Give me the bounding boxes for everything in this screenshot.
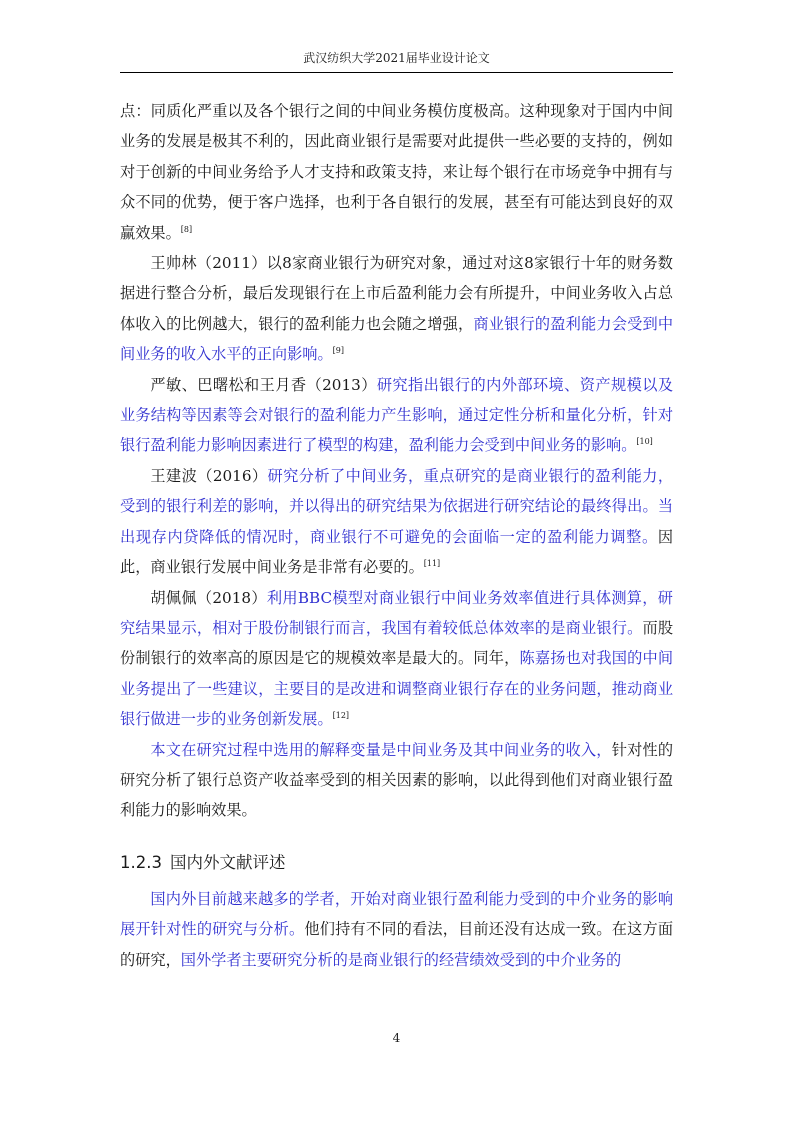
paragraph bbox=[120, 884, 673, 975]
highlighted-text: 国内外目前越来越多的学者，开始对商业银行盈利能力受到的中介业务的影响展开针对性的研究与分析。 bbox=[120, 889, 673, 939]
paper-body bbox=[120, 96, 673, 975]
section-number: 1.2.3 bbox=[120, 852, 162, 872]
section-heading bbox=[120, 848, 673, 878]
paragraph bbox=[120, 96, 673, 248]
paragraph bbox=[120, 370, 673, 461]
text-segment: 点：同质化严重以及各个银行之间的中间业务模仿度极高。这种现象对于国内中间业务的发展是极其不利的，因此商业银行是需要对此提供一些必要的支持的，例如对于创新的中间业务给予人才支持和政策支持，来让每个银行在市场竞争中拥有与众不同的优势，便于客户选择，也利于各自银行的发展，甚至有可能达到良好的双赢效果。 bbox=[120, 102, 673, 242]
paragraph bbox=[120, 583, 673, 735]
text-segment: 而股份制银行的效率高的原因是它的规模效率是最大的。同年， bbox=[120, 618, 674, 668]
citation-ref: [12] bbox=[332, 711, 350, 721]
header-rule bbox=[120, 72, 673, 73]
citation-ref: [8] bbox=[180, 224, 193, 234]
citation-ref: [9] bbox=[332, 346, 344, 356]
text-segment: 胡佩佩（2018） bbox=[150, 588, 267, 607]
text-segment: 王建波（2016） bbox=[150, 466, 268, 485]
citation-ref: [11] bbox=[423, 559, 441, 569]
citation-ref: [10] bbox=[636, 437, 653, 447]
text-segment: 严敏、巴曙松和王月香（2013） bbox=[150, 375, 377, 394]
paragraph bbox=[120, 248, 673, 370]
text-segment: 王帅林（2011）以8家商业银行为研究对象，通过对这8家银行十年的财务数据进行整合分析，最后发现银行在上市后盈利能力会有所提升，中间业务收入占总体收入的比例越大，银行的盈利能力也会随之增强， bbox=[120, 254, 673, 333]
section-title: 国内外文献评述 bbox=[169, 852, 286, 872]
text-segment: 针对性的研究分析了银行总资产收益率受到的相关因素的影响，以此得到他们对商业银行盈利能力的影响效果。 bbox=[120, 740, 674, 820]
highlighted-text: 利用BBC模型对商业银行中间业务效率值进行具体测算，研究结果显示，相对于股份制银行而言，我国有着较低总体效率的是商业银行。 bbox=[120, 588, 673, 637]
page-number: 4 bbox=[392, 1031, 401, 1045]
highlighted-text: 陈嘉扬也对我国的中间业务提出了一些建议，主要目的是改进和调整商业银行存在的业务问题，推动商业银行做进一步的业务创新发展。 bbox=[120, 649, 674, 729]
highlighted-text: 国外学者主要研究分析的是商业银行的经营绩效受到的中介业务的 bbox=[180, 950, 622, 969]
paragraph bbox=[120, 461, 673, 583]
text-segment: 他们持有不同的看法，目前还没有达成一致。在这方面的研究， bbox=[120, 920, 674, 969]
text-segment: 因此，商业银行发展中间业务是非常有必要的。 bbox=[120, 527, 673, 577]
paragraph-group-2 bbox=[120, 884, 673, 975]
paragraph bbox=[120, 735, 673, 826]
highlighted-text: 本文在研究过程中选用的解释变量是中间业务及其中间业务的收入， bbox=[150, 740, 612, 759]
highlighted-text: 商业银行的盈利能力会受到中间业务的收入水平的正向影响。 bbox=[120, 314, 674, 364]
paragraph-group-1 bbox=[120, 96, 673, 826]
highlighted-text: 研究分析了中间业务，重点研究的是商业银行的盈利能力，受到的银行利差的影响，并以得出的研究结果为依据进行研究结论的最终得出。当出现存内贷降低的情况时，商业银行不可避免的会面临一定的盈利能力调整。 bbox=[120, 466, 674, 546]
highlighted-text: 研究指出银行的内外部环境、资产规模以及业务结构等因素等会对银行的盈利能力产生影响，通过定性分析和量化分析，针对银行盈利能力影响因素进行了模型的构建，盈利能力会受到中间业务的影响。 bbox=[120, 375, 674, 455]
running-header: 武汉纺织大学2021届毕业设计论文 bbox=[303, 51, 490, 65]
